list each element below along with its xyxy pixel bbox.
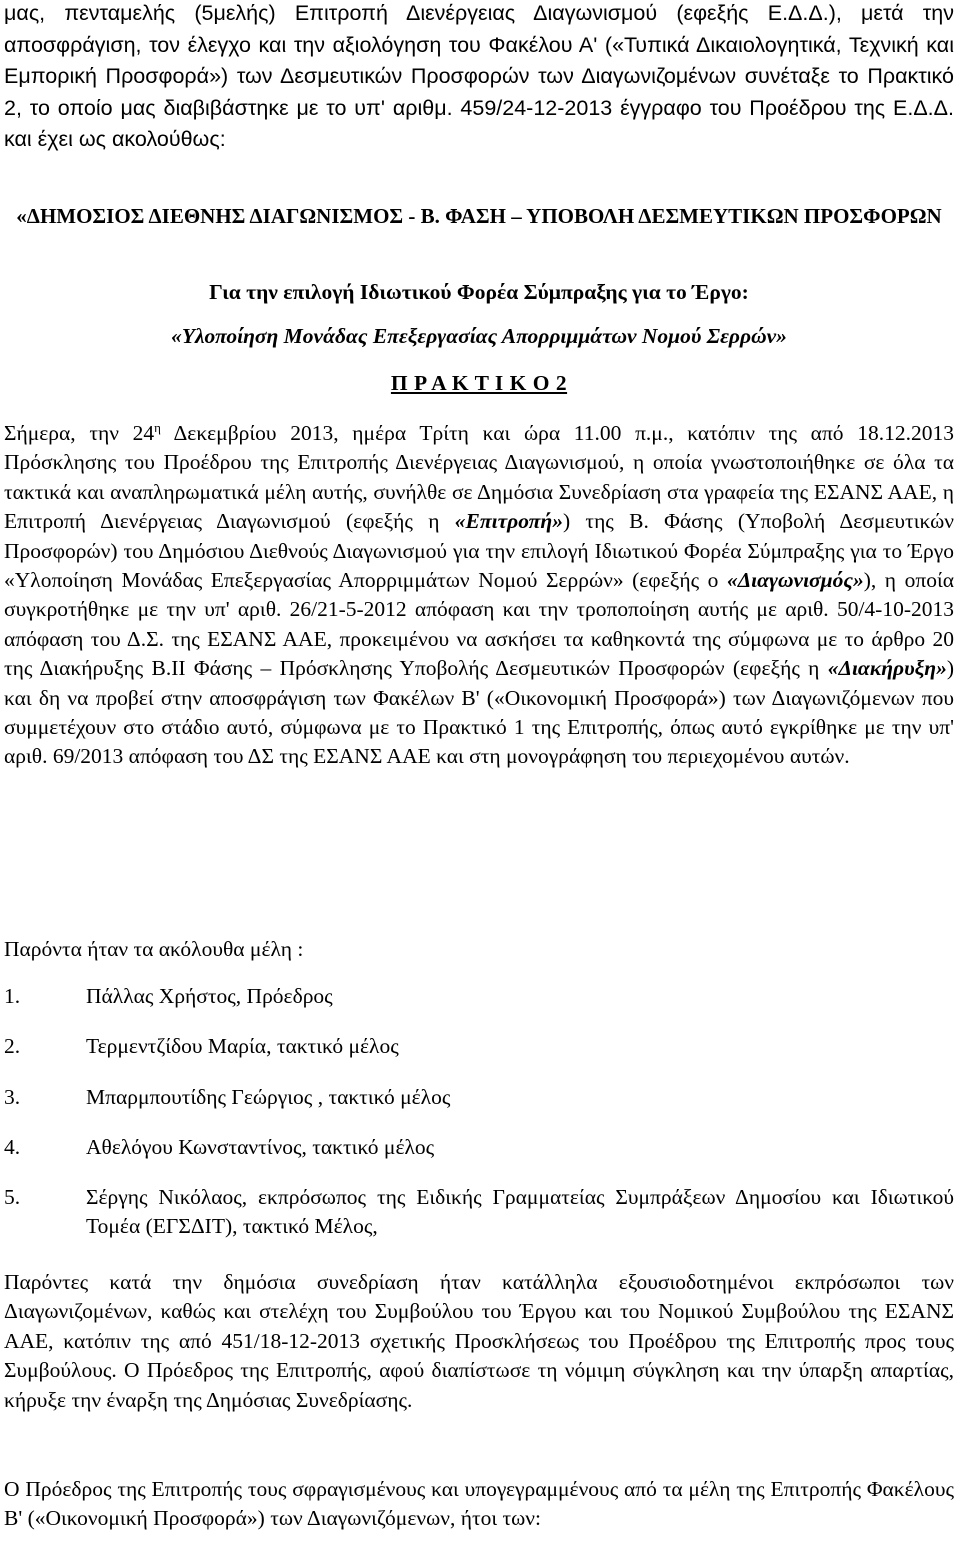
members-list bbox=[4, 982, 954, 1241]
member-text: Πάλλας Χρήστος, Πρόεδρος bbox=[86, 984, 333, 1008]
list-item bbox=[4, 1133, 954, 1162]
tender-heading: «ΔΗΜΟΣΙΟΣ ΔΙΕΘΝΗΣ ΔΙΑΓΩΝΙΣΜΟΣ - Β. ΦΑΣΗ – ΥΠΟΒΟΛΗ ΔΕΣΜΕΥΤΙΚΩΝ ΠΡΟΣΦΟΡΩΝ bbox=[16, 204, 942, 228]
list-item bbox=[4, 982, 954, 1011]
project-title: «Υλοποίηση Μονάδας Επεξεργασίας Απορριμμάτων Νομού Σερρών» bbox=[171, 324, 787, 348]
list-item bbox=[4, 1032, 954, 1061]
member-number: 2. bbox=[4, 1034, 21, 1059]
president-paragraph: Ο Πρόεδρος της Επιτροπής τους σφραγισμένους και υπογεγραμμένους από τα μέλη της Επιτροπής Φακέλους Β' («Οικονομική Προσφορά») των Διαγωνιζόμενων, ήτοι των: bbox=[4, 1477, 954, 1531]
main-paragraph bbox=[4, 419, 954, 772]
term-declaration: «Διακήρυξη» bbox=[827, 656, 947, 681]
member-number: 4. bbox=[4, 1135, 21, 1160]
main-paragraph-part4: ) και δη να προβεί στην αποσφράγιση των Φακέλων Β' («Οικονομική Προσφορά») των Διαγωνιζόμενων που συμμετέχουν στο στάδιο αυτό, σύμφωνα με το Πρακτικό 1 της Επιτροπής, όπως αυτό εγκρίθηκε με την υπ' αριθ. 69/2013 απόφαση του ΔΣ της ΕΣΑΝΣ ΑΑΕ και στη μονογράφηση του περιεχομένου αυτών. bbox=[4, 656, 954, 769]
intro-paragraph: μας, πενταμελής (5μελής) Επιτροπή Διενέργειας Διαγωνισμού (εφεξής Ε.Δ.Δ.), μετά την αποσφράγιση, τον έλεγχο και την αξιολόγηση του Φακέλου Α' («Τυπικά Δικαιολογητικά, Τεχνική και Εμπορική Προσφορά») των Δεσμευτικών Προσφορών των Διαγωνιζομένων συνέταξε το Πρακτικό 2, το οποίο μας διαβιβάστηκε με το υπ' αριθμ. 459/24-12-2013 έγγραφο του Προέδρου της Ε.Δ.Δ. και έχει ως ακολούθως: bbox=[4, 1, 954, 151]
main-paragraph-part1: Δεκεμβρίου 2013, ημέρα Τρίτη και ώρα 11.00 π.μ., κατόπιν της από 18.12.2013 Πρόσκλησης του Προέδρου της Επιτροπής Διενέργειας Διαγωνισμού, η οποία γνωστοποιήθηκε σε όλα τα τακτικά και αναπληρωματικά μέλη αυτής, συνήλθε σε Δημόσια Συνεδρίαση στα γραφεία της ΕΣΑΝΣ ΑΑΕ, η Επιτροπή Διενέργειας Διαγωνισμού (εφεξής η bbox=[4, 421, 954, 534]
list-item bbox=[4, 1183, 954, 1242]
ordinal-superscript: η bbox=[154, 419, 161, 435]
term-tender: «Διαγωνισμός» bbox=[726, 568, 864, 593]
member-number: 5. bbox=[4, 1184, 21, 1209]
present-members-intro: Παρόντα ήταν τα ακόλουθα μέλη : bbox=[4, 937, 304, 961]
tender-subheading: Για την επιλογή Ιδιωτικού Φορέα Σύμπραξης για το Έργο: bbox=[209, 280, 749, 304]
term-committee: «Επιτροπή» bbox=[454, 509, 563, 534]
member-text: Τερμεντζίδου Μαρία, τακτικό μέλος bbox=[86, 1034, 399, 1059]
main-paragraph-part3: ), η οποία συγκροτήθηκε με την υπ' αριθ. 26/21-5-2012 απόφαση και την τροποποίηση αυτής με αριθ. 50/4-10-2013 απόφαση του Δ.Σ. της ΕΣΑΝΣ ΑΑΕ, προκειμένου να ασκήσει τα καθηκοντά της σύμφωνα με το άρθρο 20 της Διακήρυξης Β.ΙΙ Φάσης – Πρόσκλησης Υποβολής Δεσμευτικών Προσφορών (εφεξής η bbox=[4, 568, 954, 681]
list-item bbox=[4, 1083, 954, 1112]
main-paragraph-lead: Σήμερα, την 24 bbox=[4, 421, 155, 445]
document-title: Π Ρ Α Κ Τ Ι Κ Ο 2 bbox=[390, 371, 568, 395]
attendance-paragraph: Παρόντες κατά την δημόσια συνεδρίαση ήταν κατάλληλα εξουσιοδοτημένοι εκπρόσωποι των Διαγωνιζομένων, καθώς και στελέχη του Συμβούλου του Έργου και του Νομικού Συμβούλου της ΕΣΑΝΣ ΑΑΕ, κατόπιν της από 451/18-12-2013 σχετικής Προσκλήσεως του Προέδρου της Επιτροπής προς τους Συμβούλους. Ο Πρόεδρος της Επιτροπής, αφού διαπίστωσε τη νόμιμη σύγκληση και την ύπαρξη απαρτίας, κήρυξε την έναρξη της Δημόσιας Συνεδρίασης. bbox=[4, 1270, 954, 1412]
member-number: 3. bbox=[4, 1084, 21, 1109]
member-number: 1. bbox=[4, 984, 21, 1008]
member-text: Μπαρμπουτίδης Γεώργιος , τακτικό μέλος bbox=[86, 1084, 451, 1109]
member-text: Σέργης Νικόλαος, εκπρόσωπος της Ειδικής Γραμματείας Συμπράξεων Δημοσίου και Ιδιωτικού Τομέα (ΕΓΣΔΙΤ), τακτικό Μέλος, bbox=[86, 1184, 954, 1239]
member-text: Αθελόγου Κωνσταντίνος, τακτικό μέλος bbox=[86, 1135, 435, 1160]
main-paragraph-part2: ) της Β. Φάσης (Υποβολή Δεσμευτικών Προσφορών) του Δημόσιου Διεθνούς Διαγωνισμού για την επιλογή Ιδιωτικού Φορέα Σύμπραξης για το Έργο «Υλοποίηση Μονάδας Επεξεργασίας Απορριμμάτων Νομού Σερρών» (εφεξής ο bbox=[4, 509, 954, 593]
